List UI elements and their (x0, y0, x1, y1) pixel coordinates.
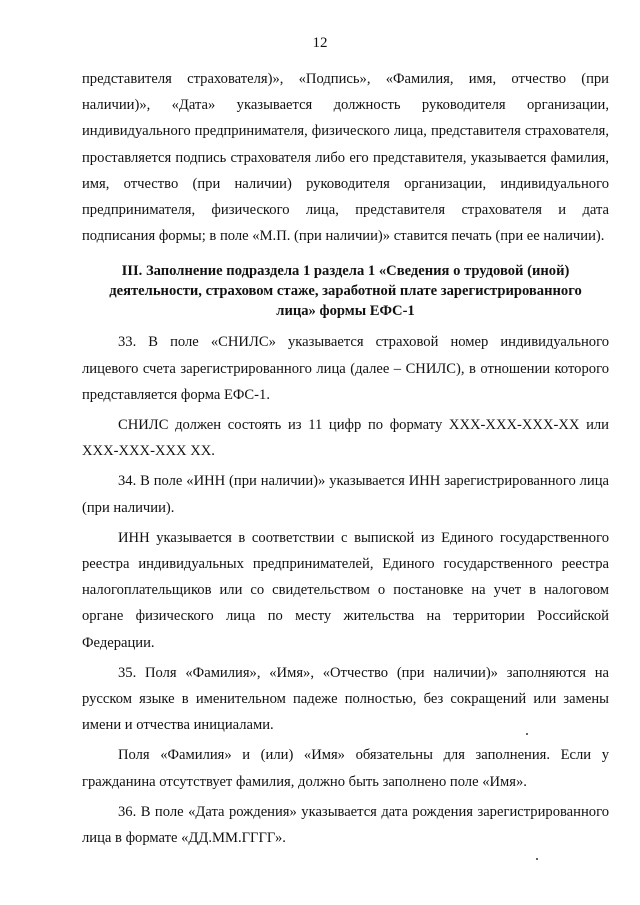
paragraph-33-snils-format: СНИЛС должен состоять из 11 цифр по формату XXX-XXX-XXX-XX или XXX-XXX-XXX XX. (82, 417, 609, 460)
document-body (82, 66, 609, 851)
paragraph-35-required-fields: Поля «Фамилия» и (или) «Имя» обязательны для заполнения. Если у гражданина отсутствует фамилия, должно быть заполнено поле «Имя». (82, 747, 609, 790)
paragraph-34-inn-detail: ИНН указывается в соответствии с выпиской из Единого государственного реестра индивидуальных предпринимателей, Единого государственного реестра налогоплательщиков или со свидетельством о постановке на учет в налоговом органе физического лица по месту жительства на территории Российской Федерации. (82, 529, 609, 651)
paragraph-35: 35. Поля «Фамилия», «Имя», «Отчество (при наличии)» заполняются на русском языке в именительном падеже полностью, без сокращений или замены имени и отчества инициалами. (82, 664, 609, 734)
scan-speck (536, 858, 538, 860)
section-heading: III. Заполнение подраздела 1 раздела 1 «Сведения о трудовой (иной) деятельности, страховом стаже, заработной плате зарегистрированного лица» формы ЕФС-1 (109, 263, 582, 320)
paragraph-33: 33. В поле «СНИЛС» указывается страховой номер индивидуального лицевого счета зарегистрированного лица (далее – СНИЛС), в отношении которого представляется форма ЕФС-1. (82, 334, 609, 403)
paragraph-36: 36. В поле «Дата рождения» указывается дата рождения зарегистрированного лица в формате «ДД.ММ.ГГГГ». (82, 803, 609, 847)
paragraph-continued: представителя страхователя)», «Подпись», «Фамилия, имя, отчество (при наличии)», «Дата» указывается должность руководителя организации, индивидуального предпринимателя, физического лица, представителя страхователя, проставляется подпись страхователя либо его представителя, указывается фамилия, имя, отчество (при наличии) руководителя организации, индивидуального предпринимателя, физического лица, представителя страхователя и дата подписания формы; в поле «М.П. (при наличии)» ставится печать (при ее наличии). (82, 71, 609, 245)
page-number: 12 (312, 35, 328, 51)
paragraph-34: 34. В поле «ИНН (при наличии)» указывается ИНН зарегистрированного лица (при наличии). (82, 473, 609, 516)
scan-speck (526, 733, 528, 735)
